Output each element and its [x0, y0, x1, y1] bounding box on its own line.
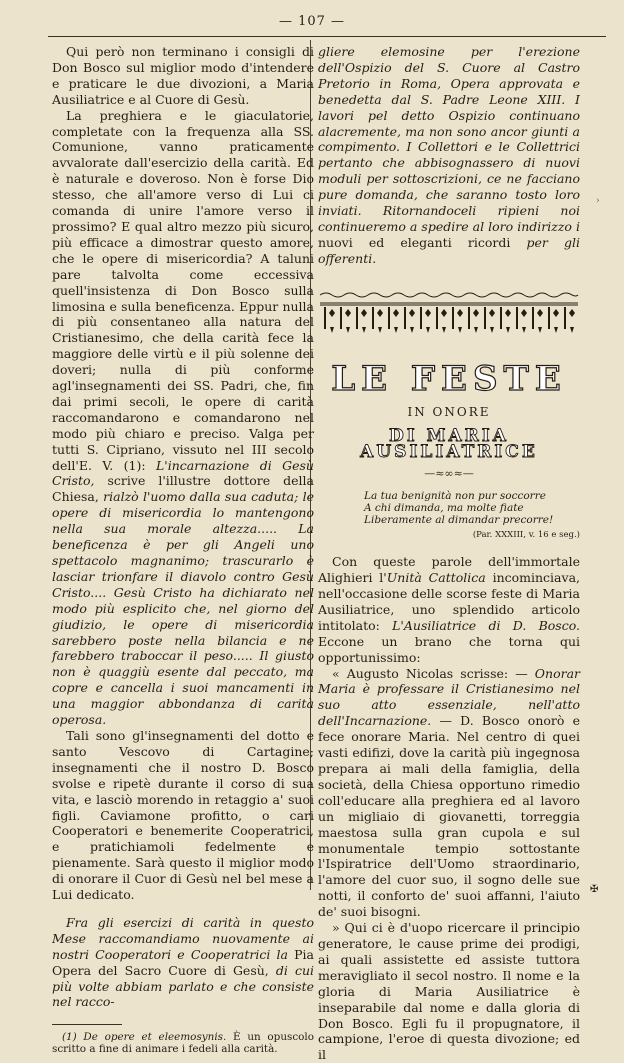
- article-subtitle: IN ONORE: [407, 404, 491, 419]
- paragraph: gliere elemosine per l'erezione dell'Ospizio del S. Cuore al Castro Pretorio in Roma, Opera approvata e benedetta dal S. Padre Leone XIII. I lavori pel detto Ospizio continuano alacremente, ma non sono ancor giunti a compimento. I Collettori e le Collettrici pertanto che abbisognassero di nuovi moduli per sottoscrizioni, ce ne facciano pure domanda, che saranno tosto loro inviati. Ritornandoceli ripieni noi continueremo a spedire al loro indirizzo i nuovi ed eleganti ricordi per gli offerenti.: [318, 44, 580, 266]
- article-title-name: DI MARIA AUSILIATRICE: [360, 425, 538, 462]
- epigraph-source: (Par. XXXIII, v. 16 e seg.): [472, 530, 580, 541]
- epigraph: La tua benignità non pur soccorre A chi dimanda, ma molte fiate Liberamente al dimandar precorre!: [364, 490, 554, 527]
- page-number: — 107 —: [278, 14, 346, 29]
- footnote-divider: [52, 1024, 122, 1025]
- corner-mark: ✠: [590, 884, 599, 895]
- paragraph: La preghiera e le giaculatorie, completate con la frequenza alla SS. Comunione, vanno praticamente avvalorate dall'esercizio della carità. Ed è naturale e doveroso. Non è forse Dio stesso, che all'amore verso di Lui ci comanda di unire l'amore verso il prossimo? E qual altro mezzo più sicuro, più efficace a dimostrar questo amore, che le opere di misericordia? A taluni pare talvolta come eccessiva quell'insistenza di Don Bosco sulla limosina e sulla beneficenza. Eppur nulla di più consentaneo alla natura del Cristianesimo, che della carità fece la maggiore delle virtù e il più solenne dei doveri; nulla di più conforme agl'insegnamenti dei SS. Padri, che, fin dai primi secoli, le opere di carità raccomandarono e comandarono nel modo più chiaro e preciso. Valga per tutti S. Cipriano, vissuto nel III secolo dell'E. V. (1): L'incarnazione di Gesù Cristo, scrive l'illustre dottore della Chiesa, rialzò l'uomo dalla sua caduta; le opere di misericordia lo mantengono nella sua morale altezza..... La beneficenza è per gli Angeli uno spettacolo magnanimo; trascurarlo è lasciar trionfare il diavolo contro Gesù Cristo.... Gesù Cristo ha dichiarato nel modo più esplicito che, nel giorno del giudizio, le opere di misericordia sarebbero poste nella bilancia e ne farebbero traboccar il peso..... Il giusto non è quaggiù esente dal peccato, ma copre e cancella i suoi mancamenti in una maggior abbondanza di carità operosa.: [52, 107, 314, 728]
- margin-mark: ›: [596, 196, 600, 206]
- paragraph: Con queste parole dell'immortale Alighieri l'Unità Cattolica incominciava, nell'occasione delle scorse feste di Maria Ausiliatrice, uno splendido articolo intitolato: L'Ausiliatrice di D. Bosco. Eccone un brano che torna qui opportunissimo:: [318, 554, 580, 665]
- right-column: [318, 44, 580, 1063]
- decorative-border: [318, 291, 580, 337]
- paragraph: Fra gli esercizi di carità in questo Mese raccomandiamo nuovamente ai nostri Cooperatori e Cooperatrici la Pia Opera del Sacro Cuore di Gesù, di cui più volte abbiam parlato e che consiste nel racco-: [52, 914, 314, 1010]
- paragraph: « Augusto Nicolas scrisse: — Onorar Maria è professare il Cristianesimo nel suo atto essenziale, nell'atto dell'Incarnazione. — D. Bosco onorò e fece onorare Maria. Nel centro di quei vasti edifizi, dove la carità più ingegnosa prepara ai mali della famiglia, della società, della Chiesa opportuno rimedio coll'educare alla preghiera ed al lavoro un migliaio di giovanetti, torreggia maestosa sulla gran cupola e sul monumentale tempio sottostante l'Ispiratrice dell'Uomo straordinario, l'amore del cuor suo, il sogno delle sue notti, il conforto de' suoi affanni, l'aiuto de' suoi bisogni.: [318, 665, 580, 920]
- paragraph: Qui però non terminano i consigli di Don Bosco sul miglior modo d'intendere e praticare le due divozioni, a Maria Ausiliatrice e al Cuore di Gesù.: [52, 44, 314, 107]
- paragraph: » Qui ci è d'uopo ricercare il principio generatore, le cause prime dei prodigi, ai quali assistette ed assiste tuttora meravigliato il secol nostro. Il nome e la gloria di Maria Ausiliatrice è inseparabile dal nome e dalla gloria di Don Bosco. Egli fu il propugnatore, il campione, l'eroe di questa divozione; ed il: [318, 920, 580, 1063]
- article-title: LE FESTE: [331, 358, 567, 399]
- header-rule: [48, 36, 606, 37]
- swash-ornament: —≈∞≈—: [424, 467, 474, 481]
- footnote: (1) De opere et eleemosynis. È un opuscolo scritto a fine di animare i fedeli alla carità.: [52, 1031, 314, 1056]
- left-column: [52, 44, 314, 1055]
- paragraph: Tali sono gl'insegnamenti del dotto e santo Vescovo di Cartagine; insegnamenti che il nostro D. Bosco svolse e ripetè durante il corso di sua vita, e lasciò morendo in retaggio a' suoi figli. Caviamone profitto, o cari Cooperatori e benemerite Cooperatrici, e pratichiamoli fedelmente e pienamente. Sarà questo il miglior modo di onorare il Cuor di Gesù nel bel mese a Lui dedicato.: [52, 727, 314, 903]
